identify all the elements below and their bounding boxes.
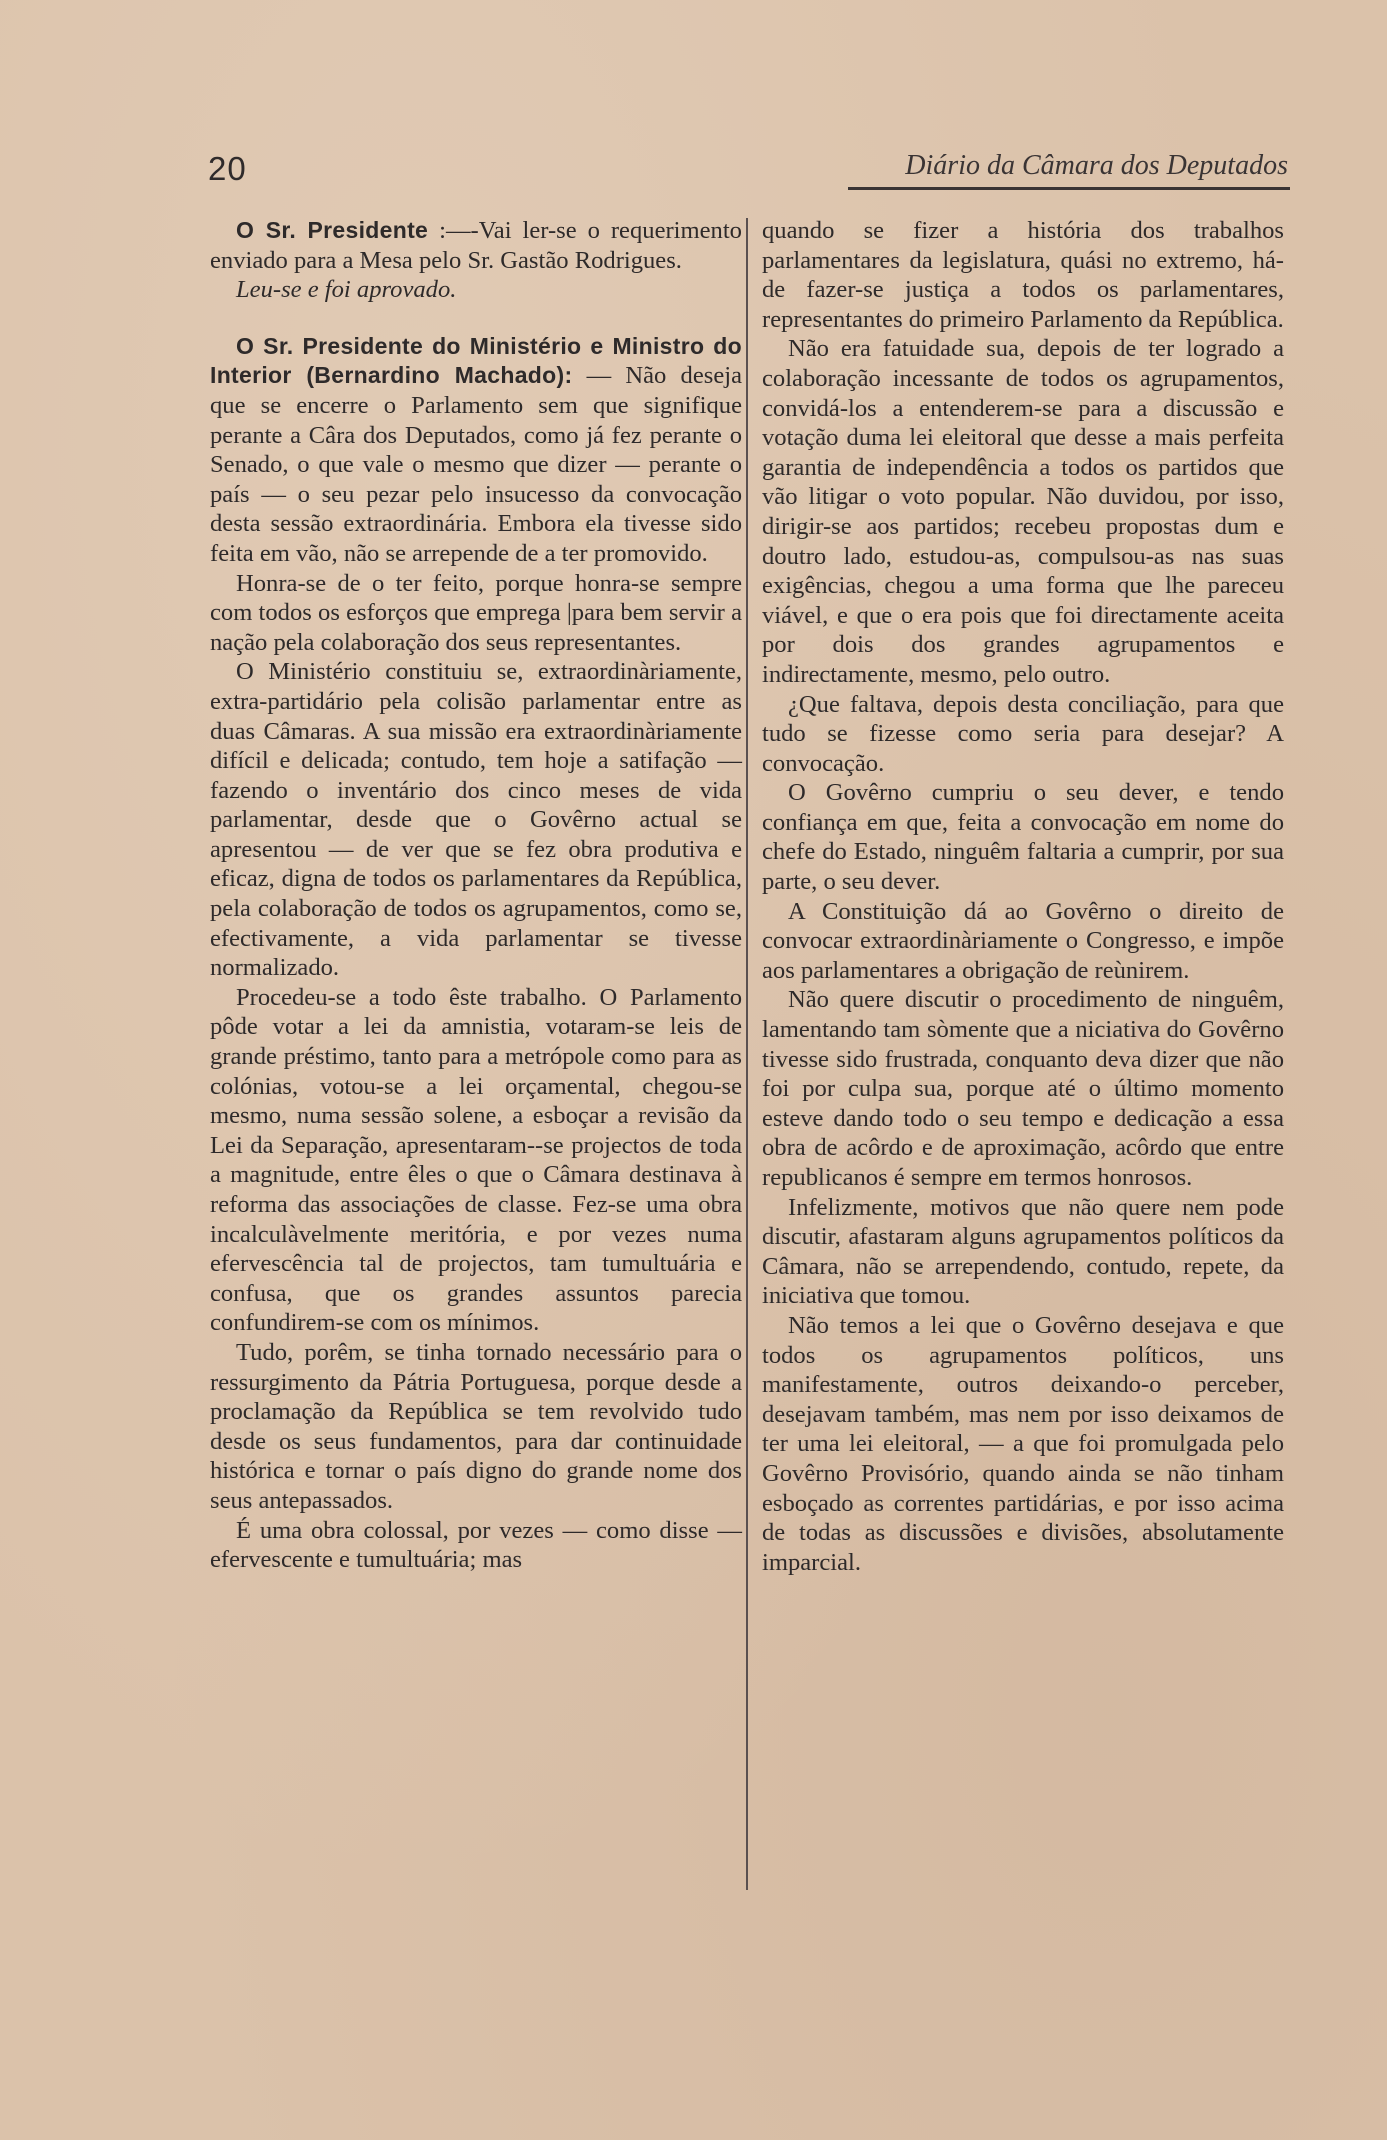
paragraph: Não temos a lei que o Govêrno desejava e que todos os agrupamentos políticos, uns manifestamente, outros deixando-o perceber, desejavam também, mas nem por isso deixamos de ter uma lei eleitoral, — a que foi promulgada pelo Govêrno Provisório, quando ainda se não tinham esboçado as correntes partidárias, e por isso acima de todas as discussões e divisões, absolutamente imparcial. bbox=[762, 1311, 1284, 1576]
paragraph: Não quere discutir o procedimento de ninguêm, lamentando tam sòmente que a niciativa do Govêrno tivesse sido frustrada, conquanto deva dizer que não foi por culpa sua, porque até o último momento esteve dando todo o seu tempo e dedicação a essa obra de acôrdo e de aproximação, acôrdo que entre republicanos é sempre em termos honrosos. bbox=[762, 986, 1284, 1191]
paragraph: O Govêrno cumpriu o seu dever, e tendo confiança em que, feita a convocação em nome do chefe do Estado, ninguêm faltaria a cumprir, por sua parte, o seu dever. bbox=[762, 779, 1284, 896]
paragraph-text: :—-Vai ler-se o requerimento enviado para a Mesa pelo Sr. Gastão Rodrigues. bbox=[210, 217, 742, 274]
paragraph: Não era fatuidade sua, depois de ter logrado a colaboração incessante de todos os agrupamentos, convidá-los a entenderem-se para a discussão e votação duma lei eleitoral que desse a mais perfeita garantia de independência a todos os partidos que vão litigar o voto popular. Não duvidou, por isso, dirigir-se aos partidos; recebeu propostas dum e doutro lado, estudou-as, compulsou-as nas suas exigências, chegou a uma forma que lhe pareceu viável, e que o era pois que foi directamente aceita por dois dos grandes agrupamentos e indirectamente, mesmo, pelo outro. bbox=[762, 335, 1284, 688]
page-header bbox=[208, 150, 1288, 190]
right-column bbox=[762, 216, 1284, 1577]
paragraph: Infelizmente, motivos que não quere nem pode discutir, afastaram alguns agrupamentos políticos da Câmara, não se arrependendo, contudo, repete, da iniciativa que tomou. bbox=[762, 1193, 1284, 1310]
paragraph-text: — Não deseja que se encerre o Parlamento sem que signifique perante a Câra dos Deputados, como já fez perante o Senado, o que vale o mesmo que dizer — perante o país — o seu pezar pelo insucesso da convocação desta sessão extraordinária. Embora ela tivesse sido feita em vão, não se arrepende de a ter promovido. bbox=[210, 362, 742, 567]
header-rule bbox=[848, 187, 1290, 190]
paragraph: ¿Que faltava, depois desta conciliação, para que tudo se fizesse como seria para desejar? A convocação. bbox=[762, 690, 1284, 777]
paragraph: É uma obra colossal, por vezes — como disse — efervescente e tumultuária; mas bbox=[210, 1516, 742, 1574]
paragraph: Tudo, porêm, se tinha tornado necessário para o ressurgimento da Pátria Portuguesa, porque desde a proclamação da República se tem revolvido tudo desde os seus fundamentos, para dar continuidade histórica e tornar o país digno do grande nome dos seus antepassados. bbox=[210, 1338, 742, 1514]
paragraph bbox=[210, 332, 742, 569]
paragraph: quando se fizer a história dos trabalhos parlamentares da legislatura, quási no extremo, há-de fazer-se justiça a todos os parlamentares, representantes do primeiro Parlamento da República. bbox=[762, 217, 1284, 333]
page-number: 20 bbox=[208, 150, 247, 187]
paragraph: Procedeu-se a todo êste trabalho. O Parlamento pôde votar a lei da amnistia, votaram-se leis de grande préstimo, tanto para a metrópole como para as colónias, votou-se a lei orçamental, chegou-se mesmo, numa sessão solene, a esboçar a revisão da Lei da Separação, apresentaram--se projectos de toda a magnitude, entre êles o que o Câmara destinava à reforma das associações de classe. Fez-se uma obra incalculàvelmente meritória, e por vezes numa efervescência tal de projectos, tam tumultuária e confusa, que os grandes assuntos parecia confundirem-se com os mínimos. bbox=[210, 983, 742, 1337]
paragraph: O Ministério constituiu se, extraordinàriamente, extra-partidário pela colisão parlamentar entre as duas Câmaras. A sua missão era extraordinàriamente difícil e delicada; contudo, tem hoje a satifação — fazendo o inventário dos cinco meses de vida parlamentar, desde que o Govêrno actual se apresentou — de ver que se fez obra produtiva e eficaz, digna de todos os parlamentares da República, pela colaboração de todos os agrupamentos, como se, efectivamente, a vida parlamentar se tivesse normalizado. bbox=[210, 658, 742, 982]
speaker-name: O Sr. Presidente do Ministério e Ministro do Interior (Bernardino Machado): bbox=[210, 332, 742, 389]
paragraph: Honra-se de o ter feito, porque honra-se sempre com todos os esforços que emprega |para bem servir a nação pela colaboração dos seus representantes. bbox=[210, 569, 742, 656]
running-title: Diário da Câmara dos Deputados bbox=[905, 150, 1288, 181]
column-divider bbox=[746, 218, 748, 1890]
paragraph: A Constituição dá ao Govêrno o direito de convocar extraordinàriamente o Congresso, e impõe aos parlamentares a obrigação de reùnirem. bbox=[762, 897, 1284, 984]
left-column bbox=[210, 216, 742, 1575]
procedural-note: Leu-se e foi aprovado. bbox=[236, 276, 457, 304]
paragraph bbox=[210, 216, 742, 275]
speaker-name: O Sr. Presidente bbox=[236, 217, 429, 243]
